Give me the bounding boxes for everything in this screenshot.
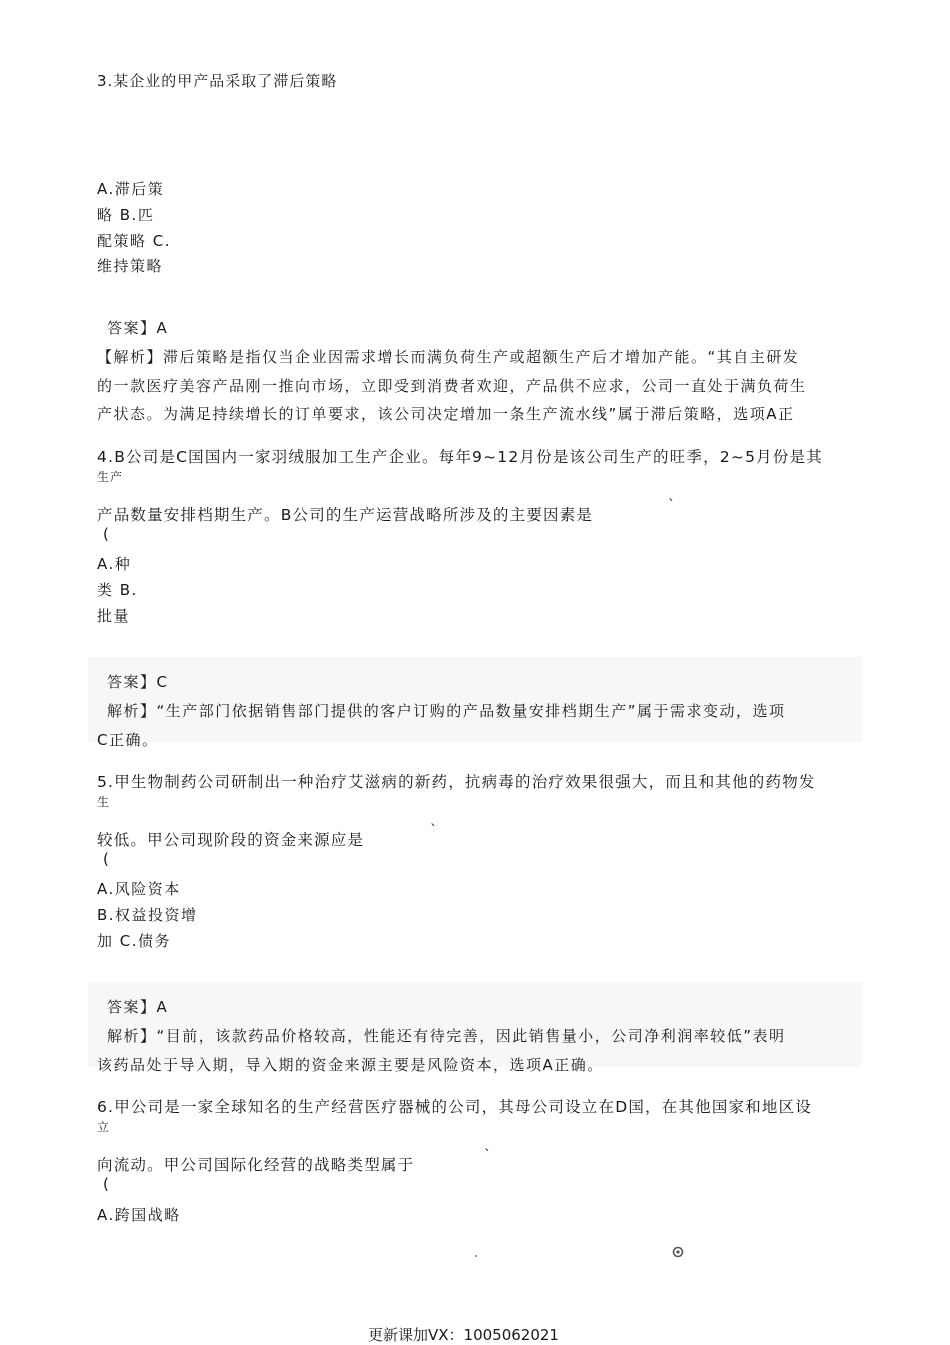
q5-paren: ( <box>103 850 109 868</box>
q4-question-line-2: 产品数量安排档期生产。B公司的生产运营战略所涉及的主要因素是 <box>97 506 594 524</box>
footer-clip <box>360 1324 600 1344</box>
top-clipped-text: 3.某企业的甲产品采取了滞后策略 <box>97 72 338 90</box>
q4-option-line-1: A.种 <box>97 555 132 573</box>
footer-contact-text: 更新课加VX：1005062021 <box>368 1326 559 1344</box>
q4-question-line-1: 4.B公司是C国国内一家羽绒服加工生产企业。每年9~12月份是该公司生产的旺季，2~5月份是其 <box>97 448 823 466</box>
q4-question-tail: 生产 <box>97 470 124 484</box>
q5-analysis-line-1: 解析】“目前，该款药品价格较高，性能还有待完善，因此销售量小，公司净利润率较低”表明 <box>107 1027 786 1045</box>
q5-answer: 答案】A <box>107 998 169 1016</box>
q5-question-tail: 生 <box>97 795 111 809</box>
q3-analysis-line-2: 的一款医疗美容产品刚一推向市场，立即受到消费者欢迎，产品供不应求，公司一直处于满负荷生 <box>97 377 807 395</box>
q4-option-line-2: 类 B. <box>97 581 138 599</box>
q6-option-clip <box>97 1200 297 1224</box>
q5-tick-mark: ` <box>430 823 437 839</box>
q6-question-tail: 立 <box>97 1120 111 1134</box>
q3-option-line-3: 配策略 C. <box>97 232 172 250</box>
q6-question-line-1: 6.甲公司是一家全球知名的生产经营医疗器械的公司，其母公司设立在D国，在其他国家和地区设 <box>97 1098 813 1116</box>
q5-question-line-2: 较低。甲公司现阶段的资金来源应是 <box>97 831 365 849</box>
q4-answer-block <box>88 657 862 749</box>
q6-question-line-2: 向流动。甲公司国际化经营的战略类型属于 <box>97 1156 415 1174</box>
q6-option-a: A.跨国战略 <box>97 1206 181 1224</box>
q4-analysis-line-2: C正确。 <box>97 731 159 749</box>
q5-option-line-3: 加 C.债务 <box>97 932 172 950</box>
q3-analysis-line-1: 【解析】滞后策略是指仅当企业因需求增长而满负荷生产或超额生产后才增加产能。“其自主研发 <box>97 348 800 366</box>
q4-tick-mark: ` <box>668 498 675 514</box>
q3-option-line-2: 略 B.匹 <box>97 206 155 224</box>
stray-dot <box>475 1255 477 1257</box>
watermark-logo-icon <box>672 1246 684 1258</box>
q3-option-line-1: A.滞后策 <box>97 180 165 198</box>
q5-option-line-1: A.风险资本 <box>97 880 181 898</box>
q4-analysis-line-1: 解析】“生产部门依据销售部门提供的客户订购的产品数量安排档期生产”属于需求变动，选项 <box>107 702 786 720</box>
q4-answer: 答案】C <box>107 673 169 691</box>
q5-option-line-2: B.权益投资增 <box>97 906 198 924</box>
q3-answer-block <box>97 315 867 423</box>
q3-answer: 答案】A <box>107 319 169 337</box>
q5-question-line-1: 5.甲生物制药公司研制出一种治疗艾滋病的新药，抗病毒的治疗效果很强大，而且和其他的药物发 <box>97 773 816 791</box>
q3-option-line-4: 维持策略 <box>97 257 164 275</box>
q6-paren: ( <box>103 1175 109 1193</box>
q6-tick-mark: ` <box>484 1148 491 1164</box>
q5-answer-block <box>88 982 862 1074</box>
q5-analysis-line-2: 该药品处于导入期，导入期的资金来源主要是风险资本，选项A正确。 <box>97 1056 604 1074</box>
q4-option-line-3: 批量 <box>97 607 131 625</box>
q4-paren: ( <box>103 525 109 543</box>
q3-analysis-line-3: 产状态。为满足持续增长的订单要求，该公司决定增加一条生产流水线”属于滞后策略，选项A正 <box>97 405 795 423</box>
